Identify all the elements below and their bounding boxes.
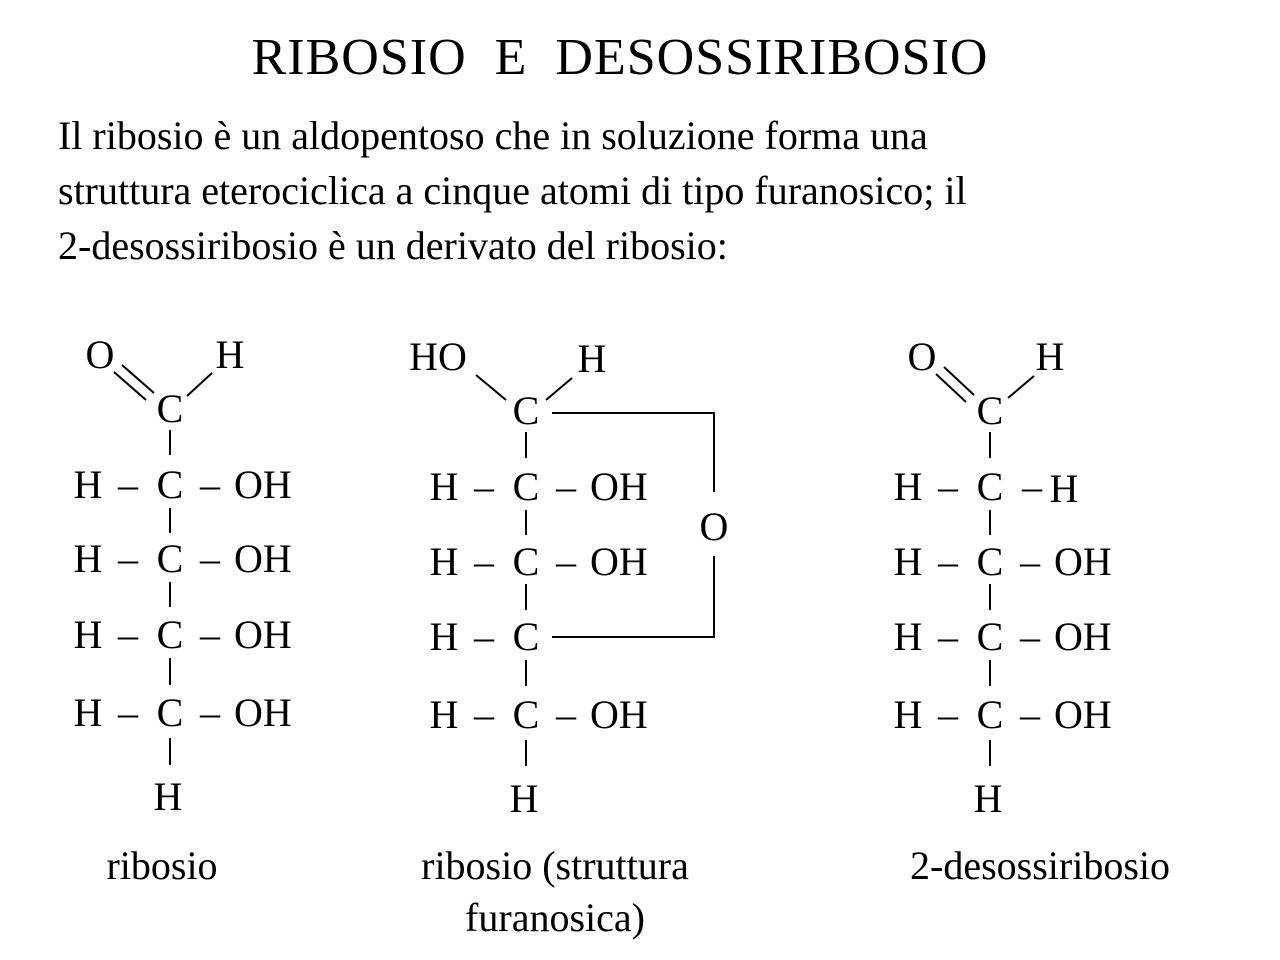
bond-dash: – <box>938 614 958 659</box>
caption-ribose-furanose-line2: furanosica) <box>465 895 645 940</box>
double-bond-line <box>114 372 146 400</box>
description-line: Il ribosio è un aldopentoso che in soluzione forma una <box>58 113 928 158</box>
description-line: 2-desossiribosio è un derivato del ribosio: <box>58 223 728 268</box>
hydrogen: H <box>893 464 923 509</box>
hydrogen: H <box>893 614 923 659</box>
description-line: struttura eterociclica a cinque atomi di tipo furanosico; il <box>58 168 967 213</box>
bond-dash: – <box>118 690 138 735</box>
hydrogen: H <box>429 464 459 509</box>
hydroxyl: OH <box>590 464 648 509</box>
ribose-open-chain-structure <box>74 332 292 819</box>
carbon-1: C <box>512 388 540 433</box>
bond-dash: – <box>1020 692 1040 737</box>
hydroxyl: OH <box>234 690 292 735</box>
hydrogen: H <box>893 692 923 737</box>
page-title: RIBOSIO E DESOSSIRIBOSIO <box>251 29 989 86</box>
caption-deoxyribose: 2-desossiribosio <box>910 843 1170 888</box>
bond-dash: – <box>474 539 494 584</box>
carbon-3: C <box>512 539 540 584</box>
bond-dash: – <box>118 536 138 581</box>
hydrogen: H <box>429 692 459 737</box>
hydroxyl: OH <box>234 536 292 581</box>
aldehyde-hydrogen: H <box>1035 334 1065 379</box>
hydroxyl: OH <box>590 692 648 737</box>
bond-dash: – <box>938 464 958 509</box>
carbon-5: C <box>512 692 540 737</box>
bond-dash: – <box>200 462 220 507</box>
aldehyde-hydrogen: H <box>215 332 245 377</box>
caption-ribose: ribosio <box>106 843 218 888</box>
terminal-hydrogen: H <box>509 776 539 821</box>
carbon-4: C <box>156 612 184 657</box>
hydrogen: H <box>429 614 459 659</box>
bond-dash: – <box>474 464 494 509</box>
hydroxyl: OH <box>234 612 292 657</box>
hemiacetal-hydroxyl: HO <box>409 334 467 379</box>
bond-dash: – <box>1022 464 1042 509</box>
bond-dash: – <box>1020 614 1040 659</box>
hydrogen: H <box>73 612 103 657</box>
bond-line <box>476 375 506 400</box>
bond-dash: – <box>556 692 576 737</box>
carbon-3: C <box>156 536 184 581</box>
carbon-3: C <box>976 539 1004 584</box>
bond-dash: – <box>938 692 958 737</box>
hydrogen: H <box>429 539 459 584</box>
bond-dash: – <box>118 612 138 657</box>
carbon-2: C <box>976 464 1004 509</box>
bond-dash: – <box>556 464 576 509</box>
double-bond-line <box>944 367 974 395</box>
carbon-4: C <box>976 614 1004 659</box>
ribose-furanose-structure <box>409 334 728 821</box>
bond-dash: – <box>474 692 494 737</box>
carbon-5: C <box>156 690 184 735</box>
ring-oxygen: O <box>699 504 729 549</box>
bond-dash: – <box>200 612 220 657</box>
bond-dash: – <box>1020 539 1040 584</box>
hydrogen: H <box>73 536 103 581</box>
carbon-2: C <box>512 464 540 509</box>
hydrogen: H <box>73 690 103 735</box>
carbon-1: C <box>156 386 184 431</box>
aldehyde-oxygen: O <box>907 334 937 379</box>
bond-dash: – <box>118 462 138 507</box>
bond-dash: – <box>474 614 494 659</box>
caption-ribose-furanose-line1: ribosio (struttura <box>421 843 689 888</box>
terminal-hydrogen: H <box>153 774 183 819</box>
aldehyde-oxygen: O <box>85 332 115 377</box>
bond-line <box>546 378 572 400</box>
carbon-4: C <box>512 614 540 659</box>
caption-ribose-furanose <box>380 840 730 944</box>
carbon-2: C <box>156 462 184 507</box>
hydrogen: H <box>1049 466 1079 511</box>
bond-dash: – <box>200 690 220 735</box>
deoxyribose-structure <box>894 334 1112 821</box>
hydroxyl: OH <box>1054 614 1112 659</box>
hydroxyl: OH <box>1054 692 1112 737</box>
bond-line <box>187 373 212 396</box>
terminal-hydrogen: H <box>973 776 1003 821</box>
carbon-1: C <box>976 388 1004 433</box>
hydroxyl: OH <box>234 462 292 507</box>
hydroxyl: OH <box>1054 539 1112 584</box>
hydrogen: H <box>73 462 103 507</box>
double-bond-line <box>936 374 966 402</box>
bond-dash: – <box>556 539 576 584</box>
bond-dash: – <box>938 539 958 584</box>
anomeric-hydrogen: H <box>577 336 607 381</box>
carbon-5: C <box>976 692 1004 737</box>
bond-line <box>1008 376 1034 398</box>
hydrogen: H <box>893 539 923 584</box>
hydroxyl: OH <box>590 539 648 584</box>
bond-dash: – <box>200 536 220 581</box>
double-bond-line <box>122 365 154 393</box>
